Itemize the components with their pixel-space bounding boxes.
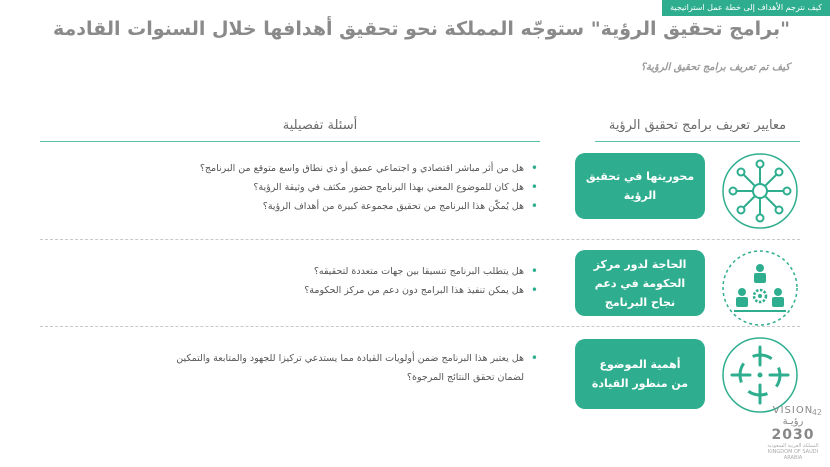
- team-coordination-icon: [720, 248, 800, 328]
- logo-line-2: 2030: [771, 427, 815, 443]
- question-item: • هل يُمكّن هذا البرنامج من تحقيق مجموعة كبيرة من أهداف الرؤية؟: [200, 197, 538, 216]
- question-item: • هل كان للموضوع المعني بهذا البرنامج حضور مكثف في وثيقة الرؤية؟: [200, 178, 538, 197]
- questions-header-divider: [40, 141, 540, 142]
- questions-list: [304, 262, 538, 300]
- logo-line-1: VISION رؤيـة: [772, 405, 814, 427]
- logo-line-3: المملكة العربية السعودية KINGDOM OF SAUDI ARABIA: [767, 443, 819, 461]
- question-item: • هل يتطلب البرنامج تنسيقا بين جهات متعددة لتحقيقه؟: [304, 262, 538, 281]
- page-number: 42: [811, 408, 822, 417]
- page-subtitle: كيف تم تعريف برامج تحقيق الرؤية؟: [640, 62, 790, 73]
- criterion-card-line-2: من منظور القيادة: [591, 377, 689, 390]
- network-hub-icon: [720, 151, 800, 231]
- questions-list: [200, 159, 538, 216]
- criteria-row-2: [40, 240, 800, 336]
- criterion-card-text: محوريتها في تحقيق الرؤية: [585, 170, 695, 202]
- question-item-continuation: لضمان تحقق النتائج المرجوة؟: [406, 372, 524, 383]
- criteria-column-header: معايير تعريف برامج تحقيق الرؤية: [608, 118, 787, 133]
- criteria-row-3: [40, 327, 800, 423]
- criterion-card-line-1: أهمية الموضوع: [599, 358, 681, 371]
- question-item: • هل يمكن تنفيذ هذا البرامج دون دعم من مركز الحكومة؟: [304, 281, 538, 300]
- top-tag: كيف نترجم الأهداف إلى خطة عمل استراتيجية: [662, 0, 830, 16]
- vision-2030-logo: [764, 405, 822, 461]
- criterion-card: [575, 153, 705, 219]
- question-item: • هل يعتبر هذا البرنامج ضمن أولويات القيادة مما يستدعي تركيزا للجهود والمتابعة والتمكين: [176, 349, 538, 368]
- questions-list: [176, 349, 538, 387]
- question-item: • هل من أثر مباشر اقتصادي و اجتماعي عميق أو ذي نطاق واسع متوقع من البرنامج؟: [200, 159, 538, 178]
- criteria-row-1: [40, 143, 800, 239]
- criterion-card: [575, 339, 705, 409]
- page-title: "برامج تحقيق الرؤية" ستوجّه المملكة نحو تحقيق أهدافها خلال السنوات القادمة: [53, 18, 790, 40]
- criterion-card-line-2: الحكومة في دعم نجاح البرنامج: [594, 276, 686, 309]
- questions-column-header: أسئلة تفصيلية: [282, 118, 358, 133]
- criterion-card: [575, 250, 705, 316]
- target-crosshair-icon: [720, 335, 800, 415]
- criterion-card-line-1: الحاجة لدور مركز: [593, 257, 687, 271]
- criteria-header-divider: [595, 141, 800, 142]
